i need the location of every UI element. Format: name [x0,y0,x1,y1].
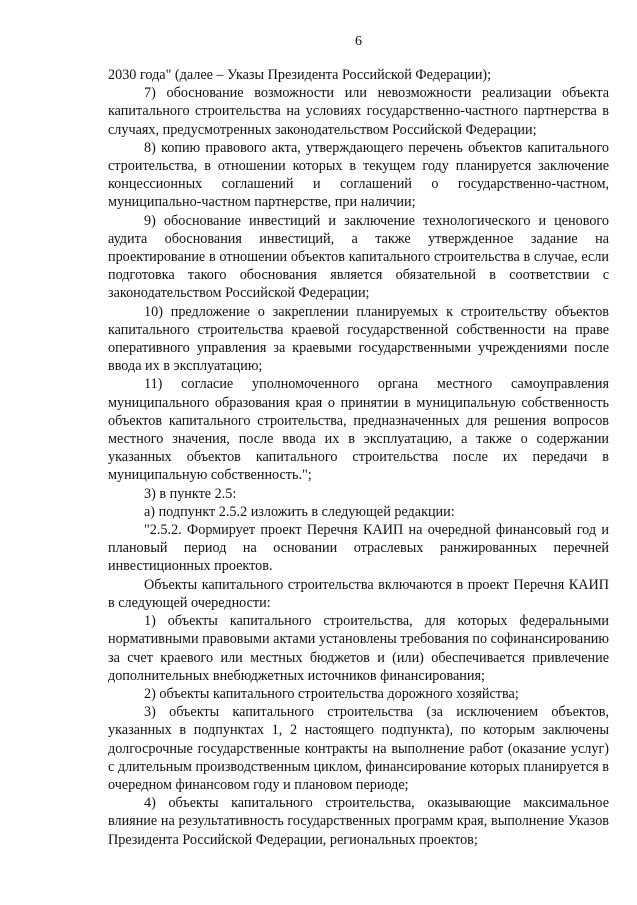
paragraph-item-8: 8) копию правового акта, утверждающего перечень объектов капитального строительства, в отношении которых в текущем году планируется заключение концессионных соглашений и соглашений о государственно-частном, муниципально-частном партнерстве, при наличии; [108,139,609,211]
paragraph-order-1: 1) объекты капитального строительства, для которых федеральными нормативными правовыми актами установлены требования по софинансированию за счет краевого или местных бюджетов и (или) обеспечивается привлечение дополнительных внебюджетных источников финансирования; [108,613,609,684]
paragraph-item-7: 7) обоснование возможности или невозможности реализации объекта капитального строительства на условиях государственно-частного партнерства в случаях, предусмотренных законодательством Российской Федерации; [108,85,609,138]
paragraph-2-5-2: "2.5.2. Формирует проект Перечня КАИП на очередной финансовый год и плановый период на основании отраслевых ранжированных перечней инвестиционных проектов. [108,522,609,575]
page-number: 6 [355,34,362,49]
paragraph-subpoint-a: а) подпункт 2.5.2 изложить в следующей редакции: [144,503,455,520]
paragraph-continuation: 2030 года" (далее – Указы Президента Российской Федерации); [108,67,492,83]
paragraph-item-10: 10) предложение о закреплении планируемых к строительству объектов капитального строительства краевой государственной собственности на праве оперативного управления за краевыми государственными учреждениями после ввода их в эксплуатацию; [108,303,609,375]
paragraph-item-11: 11) согласие уполномоченного органа местного самоуправления муниципального образования края о принятии в муниципальную собственность объектов капитального строительства, предназначенных для решения вопросов местного значения, после ввода их в эксплуатацию, а также о содержании указанных объектов капитального строительства после их передачи в муниципальную собственность."; [108,376,609,484]
paragraph-order-2: 2) объекты капитального строительства дорожного хозяйства; [144,685,519,702]
document-body [108,66,609,849]
paragraph-point-3: 3) в пункте 2.5: [144,485,237,502]
paragraph-order-intro: Объекты капитального строительства включаются в проект Перечня КАИП в следующей очередности: [108,576,609,611]
paragraph-order-4: 4) объекты капитального строительства, оказывающие максимальное влияние на результативность государственных программ края, выполнение Указов Президента Российской Федерации, региональных проектов; [108,795,609,848]
paragraph-item-9: 9) обоснование инвестиций и заключение технологического и ценового аудита обоснования инвестиций, а также утвержденное задание на проектирование в отношении объектов капитального строительства в случае, если подготовка такого обоснования является обязательной в соответствии с законодательством Российской Федерации; [108,212,609,302]
paragraph-order-3: 3) объекты капитального строительства (за исключением объектов, указанных в подпунктах 1, 2 настоящего подпункта), по которым заключены долгосрочные государственные контракты на выполнение работ (оказание услуг) с длительным производственным циклом, финансирование которых планируется в очередном финансовом году и плановом периоде; [108,704,609,793]
